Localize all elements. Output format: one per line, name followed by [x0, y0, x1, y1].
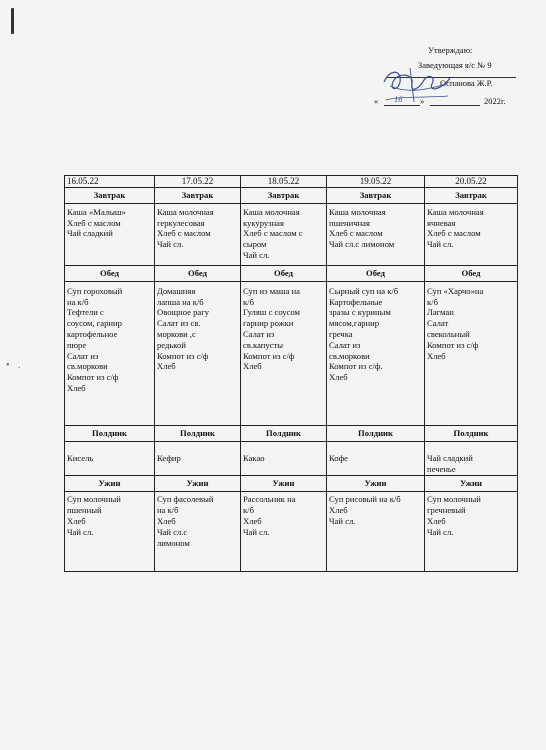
- meal-header-snack: Полдник: [327, 425, 425, 441]
- dish-line: Хлеб: [67, 382, 86, 393]
- dish-line: Хлеб с маслом: [427, 228, 481, 239]
- dish-line: мясом,гарнир: [329, 318, 380, 329]
- snack-cell: [425, 441, 518, 476]
- dish-line: Хлеб с маслом с: [243, 228, 303, 239]
- date-cell: 19.05.22: [327, 176, 425, 188]
- meal-row: [65, 492, 518, 572]
- dish-line: Чай сладкий: [427, 452, 473, 463]
- meal-header-dinner: Ужин: [65, 476, 155, 492]
- dish-line: св.моркови: [67, 361, 108, 372]
- dish-line: лимоном: [157, 537, 190, 548]
- dish-line: Суп «Харчо»на: [427, 285, 484, 296]
- dish-line: гречка: [329, 328, 353, 339]
- dish-line: Хлеб с маслом: [329, 228, 383, 239]
- dish-line: Чай сладкий: [67, 228, 113, 239]
- meal-header-lunch: Обед: [425, 265, 518, 281]
- dish-line: Тефтели с: [67, 307, 104, 318]
- breakfast-cell: [65, 203, 155, 265]
- approval-line-2: Заведующая я/с № 9: [418, 60, 492, 70]
- lunch-cell: [327, 281, 425, 425]
- dish-line: ячневая: [427, 217, 456, 228]
- dish-line: Хлеб: [157, 361, 176, 372]
- dish-line: Чай сл.с лимоном: [329, 239, 395, 250]
- meal-header-breakfast: Завтрак: [65, 187, 155, 203]
- snack-cell: [327, 441, 425, 476]
- dish-line: кукурузная: [243, 217, 284, 228]
- signature-scribble: [380, 62, 455, 110]
- dish-line: зразы с куриным: [329, 307, 391, 318]
- dinner-cell: [241, 492, 327, 572]
- meal-row: [65, 441, 518, 476]
- dish-line: св.моркови: [329, 350, 370, 361]
- date-cell: 18.05.22: [241, 176, 327, 188]
- margin-dots: • .: [6, 360, 24, 371]
- dish-line: на к/б: [157, 505, 179, 516]
- date-cell: 16.05.22: [65, 176, 155, 188]
- dinner-cell: [65, 492, 155, 572]
- meal-header-snack: Полдник: [425, 425, 518, 441]
- dish-line: Салат из: [67, 350, 99, 361]
- dish-line: Чай сл.: [243, 249, 270, 260]
- meal-header-snack: Полдник: [65, 425, 155, 441]
- dish-line: Суп молочный: [427, 494, 481, 505]
- dish-line: Хлеб: [157, 515, 176, 526]
- meal-row: [65, 203, 518, 265]
- dish-line: Чай сл.с: [157, 526, 188, 537]
- dish-line: редькой: [157, 339, 186, 350]
- dish-line: Хлеб: [329, 372, 348, 383]
- dish-line: Кофе: [329, 452, 348, 463]
- dish-line: пшеничная: [329, 217, 370, 228]
- dish-line: к/б: [427, 296, 438, 307]
- lunch-cell: [425, 281, 518, 425]
- dish-line: Компот из с/ф.: [329, 361, 383, 372]
- meal-header-dinner: Ужин: [241, 476, 327, 492]
- dish-line: на к/б: [67, 296, 89, 307]
- scan-edge-mark: [11, 8, 14, 34]
- dish-line: пшенный: [67, 505, 102, 516]
- dish-line: Сырный суп на к/б: [329, 285, 399, 296]
- breakfast-cell: [425, 203, 518, 265]
- meal-header-breakfast: Завтрак: [155, 187, 241, 203]
- meal-header-dinner: Ужин: [425, 476, 518, 492]
- dish-line: Хлеб: [427, 515, 446, 526]
- dish-line: печенье: [427, 463, 456, 474]
- dish-line: Хлеб с маслом: [67, 217, 121, 228]
- dish-line: Хлеб: [427, 350, 446, 361]
- dish-line: Каша молочная: [157, 206, 214, 217]
- dish-line: Компот из с/ф: [427, 339, 479, 350]
- dish-line: свекольный: [427, 328, 470, 339]
- dish-line: Кефир: [157, 452, 181, 463]
- date-close-quote: »: [420, 96, 425, 106]
- breakfast-cell: [241, 203, 327, 265]
- dish-line: Хлеб: [67, 515, 86, 526]
- dish-line: Чай сл.: [427, 526, 454, 537]
- meal-header-snack: Полдник: [155, 425, 241, 441]
- dish-line: пюре: [67, 339, 87, 350]
- meal-header-breakfast: Завтрак: [327, 187, 425, 203]
- meal-header-lunch: Обед: [241, 265, 327, 281]
- dish-line: Картофельные: [329, 296, 383, 307]
- dish-line: Рассольник на: [243, 494, 296, 505]
- breakfast-cell: [155, 203, 241, 265]
- dish-line: Компот из с/ф: [157, 350, 209, 361]
- dish-line: Каша «Малыш»: [67, 206, 126, 217]
- dish-line: гречневый: [427, 505, 466, 516]
- dish-line: к/б: [243, 505, 254, 516]
- meal-header-snack: Полдник: [241, 425, 327, 441]
- date-year: 2022г.: [484, 96, 506, 106]
- dish-line: св.капусты: [243, 339, 284, 350]
- dish-line: Какао: [243, 452, 265, 463]
- dish-line: Салат из: [329, 339, 361, 350]
- dish-line: лапша на к/б: [157, 296, 204, 307]
- dinner-cell: [155, 492, 241, 572]
- dinner-cell: [327, 492, 425, 572]
- meal-header-breakfast: Завтрак: [241, 187, 327, 203]
- meal-header-row: [65, 476, 518, 492]
- date-cell: 17.05.22: [155, 176, 241, 188]
- meal-header-dinner: Ужин: [327, 476, 425, 492]
- dish-line: Хлеб с маслом: [157, 228, 211, 239]
- dish-line: Хлеб: [243, 361, 262, 372]
- date-cell: 20.05.22: [425, 176, 518, 188]
- dish-line: Компот из с/ф: [67, 372, 119, 383]
- dish-line: Салат из св.: [157, 318, 201, 329]
- snack-cell: [65, 441, 155, 476]
- dish-line: Овощное рагу: [157, 307, 210, 318]
- meal-header-row: [65, 187, 518, 203]
- meal-header-breakfast: Завтрак: [425, 187, 518, 203]
- dish-line: Каша молочная: [243, 206, 300, 217]
- dish-line: Компот из с/ф: [243, 350, 295, 361]
- dish-line: геркулесовая: [157, 217, 205, 228]
- dish-line: соусом, гарнир: [67, 318, 122, 329]
- dish-line: Суп молочный: [67, 494, 121, 505]
- dish-line: Кисель: [67, 452, 94, 463]
- dish-line: картофельное: [67, 328, 118, 339]
- lunch-cell: [241, 281, 327, 425]
- dish-line: Домашняя: [157, 285, 196, 296]
- dish-line: Каша молочная: [329, 206, 386, 217]
- date-day: 16: [394, 94, 403, 104]
- dish-line: Салат: [427, 318, 449, 329]
- lunch-cell: [65, 281, 155, 425]
- dish-line: Чай сл.: [329, 515, 356, 526]
- approval-line-1: Утверждаю:: [428, 45, 473, 55]
- lunch-cell: [155, 281, 241, 425]
- meal-header-lunch: Обед: [327, 265, 425, 281]
- meal-header-row: [65, 265, 518, 281]
- dish-line: Суп гороховый: [67, 285, 123, 296]
- meal-header-row: [65, 425, 518, 441]
- dish-line: Лагман: [427, 307, 454, 318]
- dish-line: Хлеб: [243, 515, 262, 526]
- dish-line: гарнир рожки: [243, 318, 294, 329]
- meal-header-lunch: Обед: [155, 265, 241, 281]
- dish-line: Суп фасолевый: [157, 494, 214, 505]
- dinner-cell: [425, 492, 518, 572]
- meal-row: [65, 281, 518, 425]
- approval-name: Оспанова Ж.Р.: [440, 78, 493, 88]
- dish-line: Хлеб: [329, 505, 348, 516]
- dish-line: Гуляш с соусом: [243, 307, 300, 318]
- dish-line: моркови ,с: [157, 328, 196, 339]
- breakfast-cell: [327, 203, 425, 265]
- dish-line: Чай сл.: [243, 526, 270, 537]
- dish-line: Чай сл.: [67, 526, 94, 537]
- meal-header-dinner: Ужин: [155, 476, 241, 492]
- dish-line: Чай сл.: [427, 239, 454, 250]
- meal-header-lunch: Обед: [65, 265, 155, 281]
- dates-row: [65, 176, 518, 188]
- dish-line: Чай сл.: [157, 239, 184, 250]
- menu-table: [64, 175, 518, 572]
- dish-line: Салат из: [243, 328, 275, 339]
- snack-cell: [241, 441, 327, 476]
- dish-line: сыром: [243, 239, 267, 250]
- dish-line: к/б: [243, 296, 254, 307]
- date-open-quote: «: [374, 96, 379, 106]
- dish-line: Суп из маша на: [243, 285, 300, 296]
- dish-line: Каша молочная: [427, 206, 484, 217]
- snack-cell: [155, 441, 241, 476]
- dish-line: Суп рисовый на к/б: [329, 494, 401, 505]
